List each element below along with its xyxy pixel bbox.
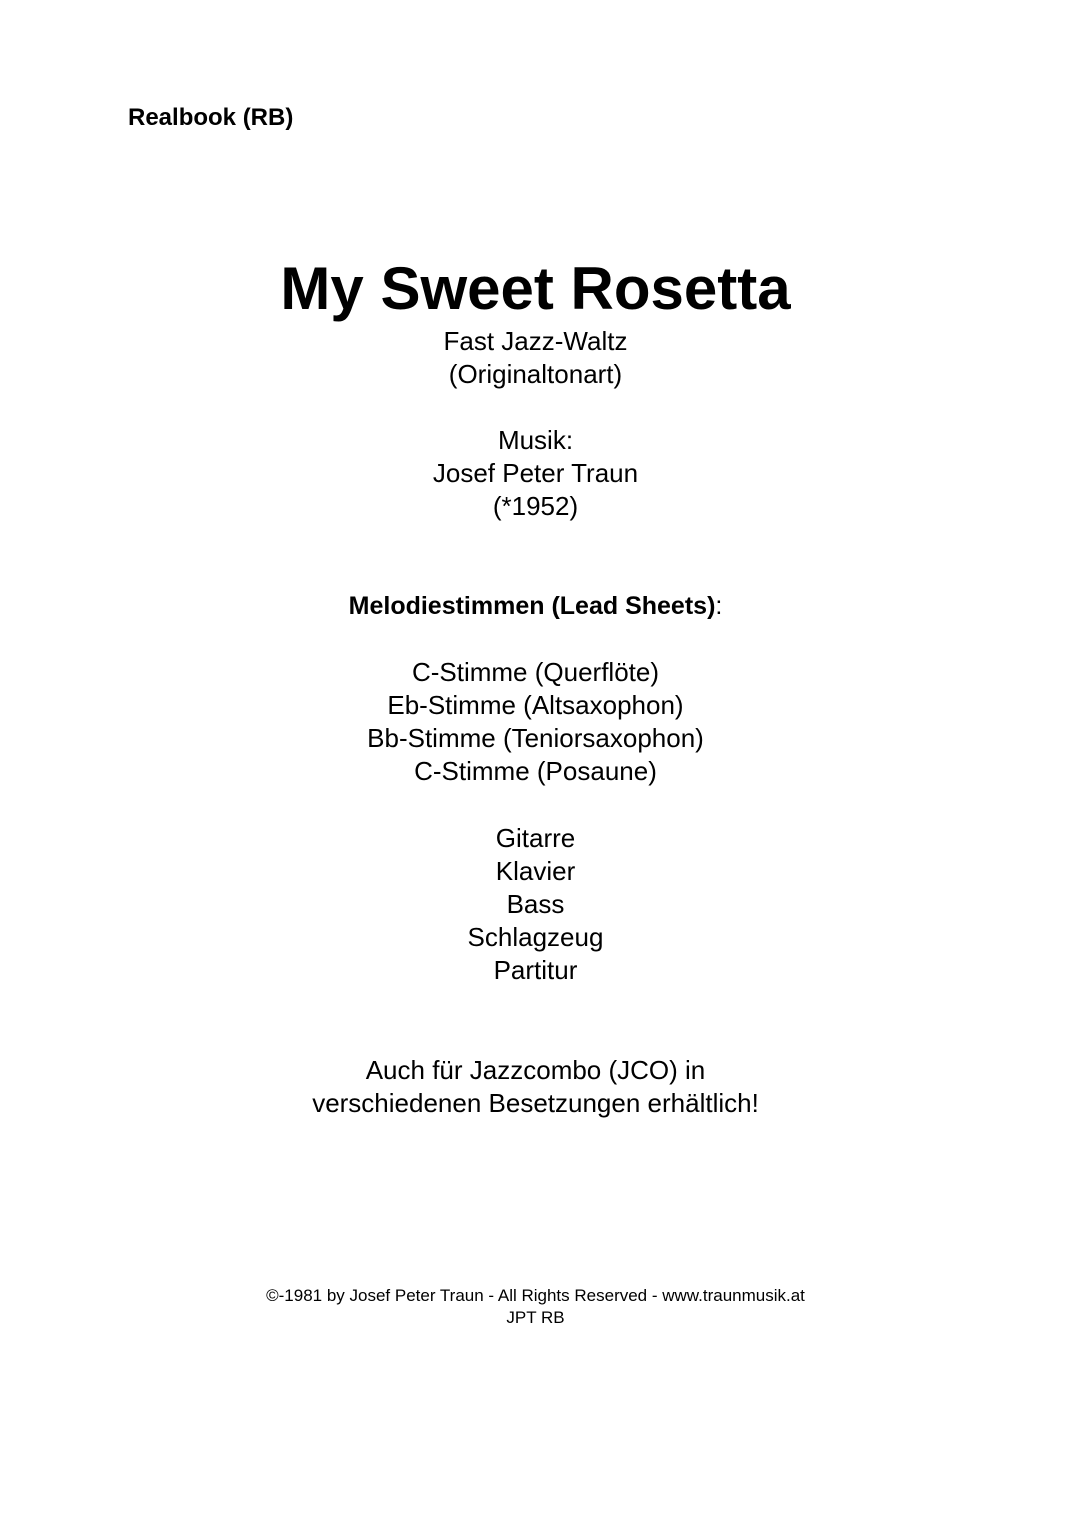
- style-label: Fast Jazz-Waltz: [443, 326, 628, 356]
- list-item: C-Stimme (Querflöte): [411, 657, 660, 687]
- composer-label: Musik:: [497, 425, 574, 455]
- page-title: My Sweet Rosetta: [280, 255, 791, 322]
- note-line: Auch für Jazzcombo (JCO) in: [365, 1055, 706, 1085]
- list-item: Bb-Stimme (Teniorsaxophon): [367, 723, 704, 753]
- list-item: Gitarre: [495, 823, 576, 853]
- series-tag: Realbook (RB): [128, 104, 294, 131]
- subtitle-block: [0, 325, 1071, 391]
- parts-heading-text: Melodiestimmen (Lead Sheets): [348, 592, 716, 620]
- list-item: Bass: [506, 889, 565, 919]
- footer: [0, 1285, 1071, 1329]
- list-item: Partitur: [493, 955, 578, 985]
- list-item: C-Stimme (Posaune): [414, 756, 657, 786]
- rhythm-parts-list: [0, 822, 1071, 987]
- availability-note: [0, 1054, 1071, 1120]
- document-code: JPT RB: [506, 1308, 565, 1327]
- composer-born: (*1952): [492, 491, 579, 521]
- key-label: (Originaltonart): [448, 359, 623, 389]
- copyright-text: ©-1981 by Josef Peter Traun - All Rights Reserved - www.traunmusik.at: [266, 1286, 805, 1305]
- composer-block: [0, 424, 1071, 523]
- list-item: Klavier: [495, 856, 576, 886]
- list-item: Eb-Stimme (Altsaxophon): [387, 690, 684, 720]
- note-line: verschiedenen Besetzungen erhältlich!: [312, 1088, 759, 1118]
- composer-name: Josef Peter Traun: [432, 458, 639, 488]
- lead-parts-list: [0, 656, 1071, 788]
- parts-heading-colon: :: [715, 592, 723, 620]
- list-item: Schlagzeug: [467, 922, 604, 952]
- parts-heading: [0, 590, 1071, 623]
